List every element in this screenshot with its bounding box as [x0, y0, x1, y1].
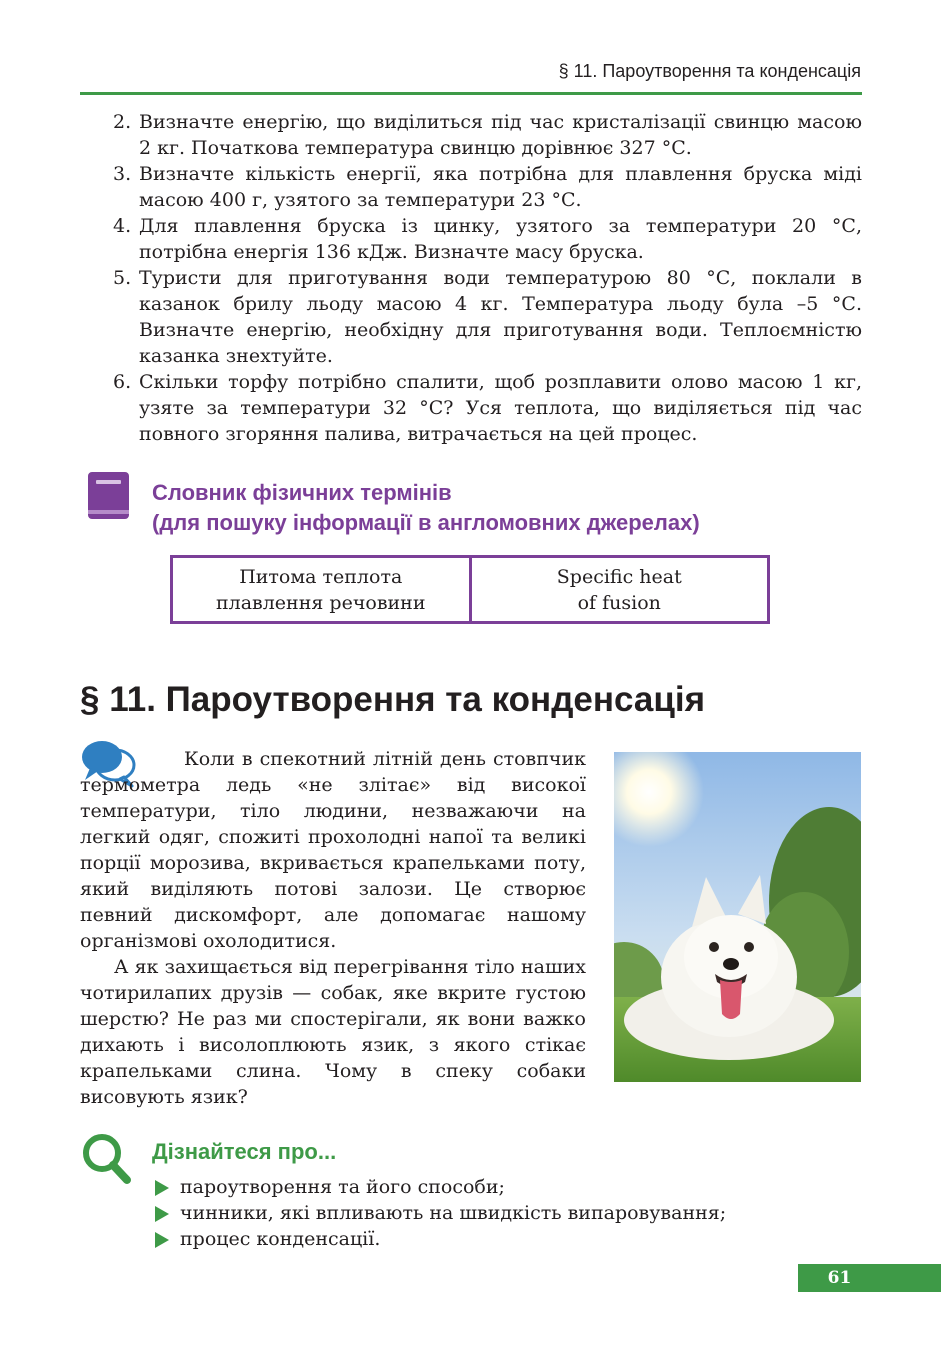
running-title: § 11. Пароутворення та конденсація — [558, 61, 861, 81]
intro-text — [80, 746, 586, 1110]
learn-item: процес конденсації. — [152, 1226, 726, 1252]
problem-item — [80, 109, 862, 161]
problem-number: 3. — [113, 163, 132, 185]
magnifier-icon — [82, 1133, 132, 1185]
triangle-bullet-icon — [155, 1232, 169, 1248]
term-english: Specific heat of fusion — [469, 558, 768, 621]
triangle-bullet-icon — [155, 1180, 169, 1196]
problem-text: Скільки торфу потрібно спалити, щоб розплавити олово масою 1 кг, узяте за температури 32 °С? Уся теплота, що виділяється під час повного згоряння палива, витрачається на цей процес. — [139, 371, 862, 445]
learn-list — [152, 1174, 726, 1252]
learn-title: Дізнайтеся про... — [152, 1139, 337, 1164]
problem-item — [80, 265, 862, 369]
problem-item — [80, 369, 862, 447]
triangle-bullet-icon — [155, 1206, 169, 1222]
dictionary-title: Словник фізичних термінів (для пошуку інформації в англомовних джерелах) — [152, 480, 700, 535]
page-number: 61 — [827, 1268, 852, 1288]
problem-text: Визначте кількість енергії, яка потрібна для плавлення бруска міді масою 400 г, узятого за температури 23 °С. — [139, 163, 862, 211]
dog-photo — [614, 752, 861, 1082]
problem-number: 5. — [113, 267, 132, 289]
term-ukrainian: Питома теплота плавлення речовини — [215, 565, 426, 614]
problem-item — [80, 213, 862, 265]
intro-paragraph: Коли в спекотний літній день стовпчик термометра ледь «не злітає» від високої температури, тіло людини, незважаючи на легкий одяг, спожиті прохолодні напої та великі порції морозива, вкривається крапельками поту, який виділяють потові залози. Це створює певний дискомфорт, але допомагає нашому організмові охолодитися. — [80, 748, 586, 952]
problem-item — [80, 161, 862, 213]
problem-number: 2. — [113, 111, 132, 133]
problem-text: Визначте енергію, що виділиться під час кристалізації свинцю масою 2 кг. Початкова температура свинцю дорівнює 327 °С. — [139, 111, 862, 159]
page-number-box — [798, 1264, 941, 1292]
section-title: § 11. Пароутворення та конденсація — [80, 680, 706, 719]
learn-item: пароутворення та його способи; — [152, 1174, 726, 1200]
problem-number: 4. — [113, 215, 132, 237]
problem-number: 6. — [113, 371, 132, 393]
intro-paragraph: А як захищається від перегрівання тіло наших чотирилапих друзів — собак, яке вкрите густою шерстю? Не раз ми спостерігали, як вони важко дихають і висолоплюють язик, з якого стікає крапельками слина. Чому в спеку собаки висовують язик? — [80, 956, 586, 1108]
problem-list — [80, 109, 862, 447]
learn-item: чинники, які впливають на швидкість випаровування; — [152, 1200, 726, 1226]
problem-text: Туристи для приготування води температурою 80 °С, поклали в казанок брилу льоду масою 4 кг. Температура льоду була –5 °С. Визначте енергію, необхідну для приготування води. Теплоємністю казанка знехтуйте. — [139, 267, 862, 367]
book-icon — [87, 471, 130, 520]
problem-text: Для плавлення бруска із цинку, узятого за температури 20 °С, потрібна енергія 136 кДж. Визначте масу бруска. — [139, 215, 862, 263]
dictionary-table — [170, 555, 770, 624]
header-rule — [80, 92, 862, 95]
